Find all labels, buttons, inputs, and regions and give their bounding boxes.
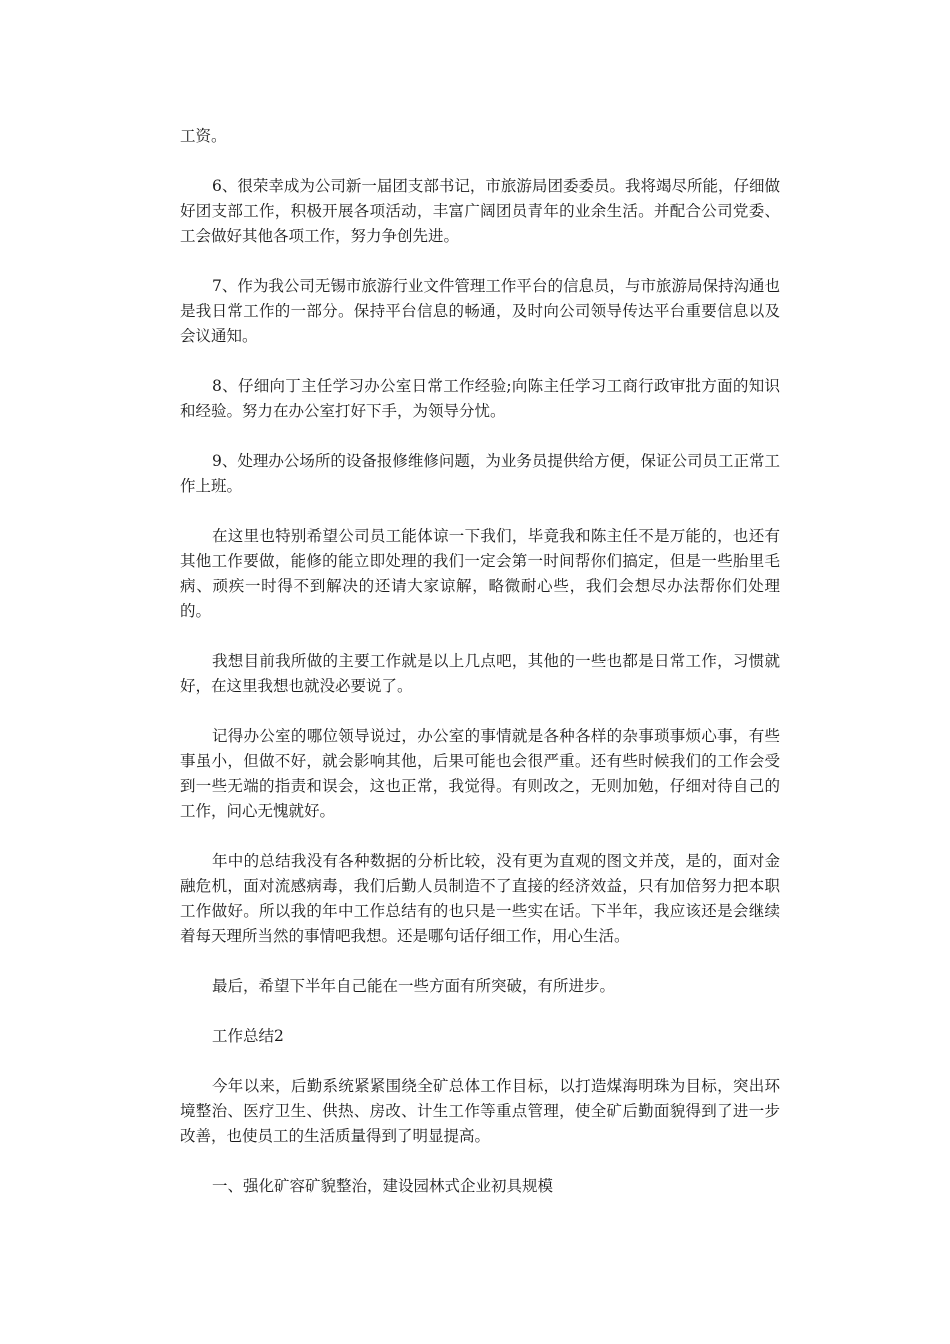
- paragraph-office-affairs: 记得办公室的哪位领导说过，办公室的事情就是各种各样的杂事琐事烦心事，有些事虽小，但做不好，就会影响其他，后果可能也会很严重。还有些时候我们的工作会受到一些无端的指责和误会，这也正常，我觉得。有则改之，无则加勉，仔细对待自己的工作，问心无愧就好。: [180, 727, 780, 820]
- paragraph-continuation: 工资。: [180, 127, 227, 145]
- paragraph-main-work: 我想目前我所做的主要工作就是以上几点吧，其他的一些也都是日常工作，习惯就好，在这里我想也就没必要说了。: [180, 652, 780, 695]
- paragraph-item-9: 9、处理办公场所的设备报修维修问题，为业务员提供给方便，保证公司员工正常工作上班。: [180, 452, 780, 495]
- paragraph-request: 在这里也特别希望公司员工能体谅一下我们，毕竟我和陈主任不是万能的，也还有其他工作要做，能修的能立即处理的我们一定会第一时间帮你们搞定，但是一些胎里毛病、顽疾一时得不到解决的还请大家谅解，略微耐心些，我们会想尽办法帮你们处理的。: [180, 527, 780, 620]
- paragraph-logistics-intro: 今年以来，后勤系统紧紧围绕全矿总体工作目标，以打造煤海明珠为目标，突出环境整治、医疗卫生、供热、房改、计生工作等重点管理，使全矿后勤面貌得到了进一步改善，也使员工的生活质量得到了明显提高。: [180, 1077, 780, 1145]
- section-heading-summary-2: 工作总结2: [212, 1027, 284, 1045]
- paragraph-item-6: 6、很荣幸成为公司新一届团支部书记，市旅游局团委委员。我将竭尽所能，仔细做好团支部工作，积极开展各项活动，丰富广阔团员青年的业余生活。并配合公司党委、工会做好其他各项工作，努力争创先进。: [180, 177, 780, 245]
- paragraph-item-7: 7、作为我公司无锡市旅游行业文件管理工作平台的信息员，与市旅游局保持沟通也是我日常工作的一部分。保持平台信息的畅通，及时向公司领导传达平台重要信息以及会议通知。: [180, 277, 780, 345]
- paragraph-mid-year-summary: 年中的总结我没有各种数据的分析比较，没有更为直观的图文并茂，是的，面对金融危机，面对流感病毒，我们后勤人员制造不了直接的经济效益，只有加倍努力把本职工作做好。所以我的年中工作总结有的也只是一些实在话。下半年，我应该还是会继续着每天理所当然的事情吧我想。还是哪句话仔细工作，用心生活。: [180, 852, 780, 945]
- paragraph-closing: 最后，希望下半年自己能在一些方面有所突破，有所进步。: [212, 977, 616, 995]
- document-page: [180, 124, 780, 1224]
- paragraph-item-8: 8、仔细向丁主任学习办公室日常工作经验;向陈主任学习工商行政审批方面的知识和经验。努力在办公室打好下手，为领导分忧。: [180, 377, 780, 420]
- subheading-part-one: 一、强化矿容矿貌整治，建设园林式企业初具规模: [212, 1177, 554, 1195]
